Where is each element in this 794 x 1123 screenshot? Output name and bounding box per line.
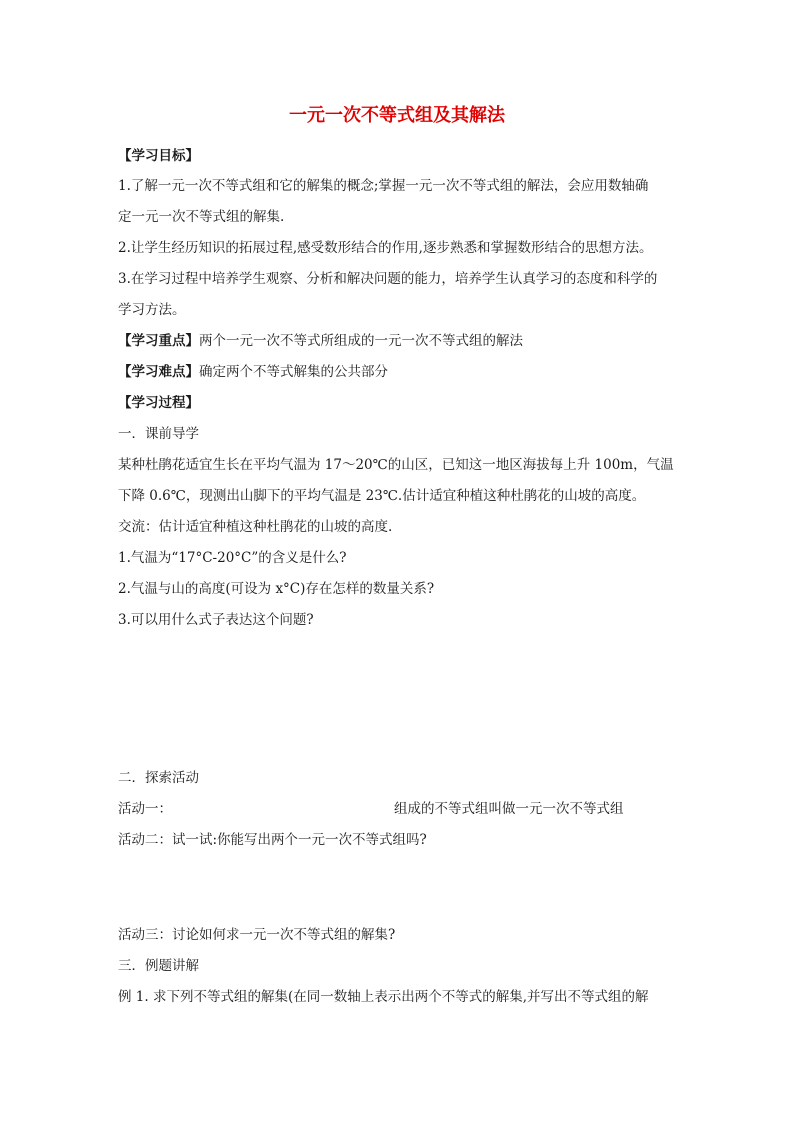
question-3: 3.可以用什么式子表达这个问题? xyxy=(118,612,314,628)
difficulty-label: 【学习难点】 xyxy=(118,364,199,380)
difficulty-points xyxy=(118,362,688,382)
activity-1 xyxy=(118,799,688,819)
key-points xyxy=(118,331,688,351)
goal-3-line-2: 学习方法。 xyxy=(118,302,186,318)
problem-paragraph-line-2: 下降 0.6℃，现测出山脚下的平均气温是 23℃.估计适宜种植这种杜鹃花的山坡的高度。 xyxy=(118,488,646,504)
section-3-heading: 三．例题讲解 xyxy=(118,958,199,974)
activity-1-label: 活动一： xyxy=(118,801,172,817)
question-1: 1.气温为“17°C-20°C”的含义是什么? xyxy=(118,550,347,566)
key-points-text: 两个一元一次不等式所组成的一元一次不等式组的解法 xyxy=(199,333,523,349)
process-heading: 【学习过程】 xyxy=(118,395,199,411)
document-title: 一元一次不等式组及其解法 xyxy=(289,105,505,126)
example-1: 例 1. 求下列不等式组的解集(在同一数轴上表示出两个不等式的解集,并写出不等式组的解 xyxy=(118,989,649,1005)
goals-heading: 【学习目标】 xyxy=(118,148,199,164)
activity-3: 活动三：讨论如何求一元一次不等式组的解集? xyxy=(118,927,396,943)
key-points-label: 【学习重点】 xyxy=(118,333,199,349)
goal-1-line-1: 1.了解一元一次不等式组和它的解集的概念;掌握一元一次不等式组的解法，会应用数轴确 xyxy=(118,178,649,194)
activity-1-text: 组成的不等式组叫做一元一次不等式组 xyxy=(394,801,624,817)
problem-paragraph-line-1: 某种杜鹃花适宜生长在平均气温为 17～20℃的山区，已知这一地区海拔每上升 100m，气温 xyxy=(118,457,674,473)
goal-3-line-1: 3.在学习过程中培养学生观察、分析和解决问题的能力，培养学生认真学习的态度和科学的 xyxy=(118,271,658,287)
difficulty-text: 确定两个不等式解集的公共部分 xyxy=(199,364,388,380)
activity-2: 活动二：试一试:你能写出两个一元一次不等式组吗? xyxy=(118,832,427,848)
section-2-heading: 二．探索活动 xyxy=(118,770,199,786)
question-2: 2.气温与山的高度(可设为 x°C)存在怎样的数量关系? xyxy=(118,581,435,597)
exchange-prompt: 交流：估计适宜种植这种杜鹃花的山坡的高度. xyxy=(118,519,393,535)
goal-2: 2.让学生经历知识的拓展过程,感受数形结合的作用,逐步熟悉和掌握数形结合的思想方法。 xyxy=(118,240,653,256)
section-1-heading: 一．课前导学 xyxy=(118,426,199,442)
goal-1-line-2: 定一元一次不等式组的解集. xyxy=(118,209,285,225)
